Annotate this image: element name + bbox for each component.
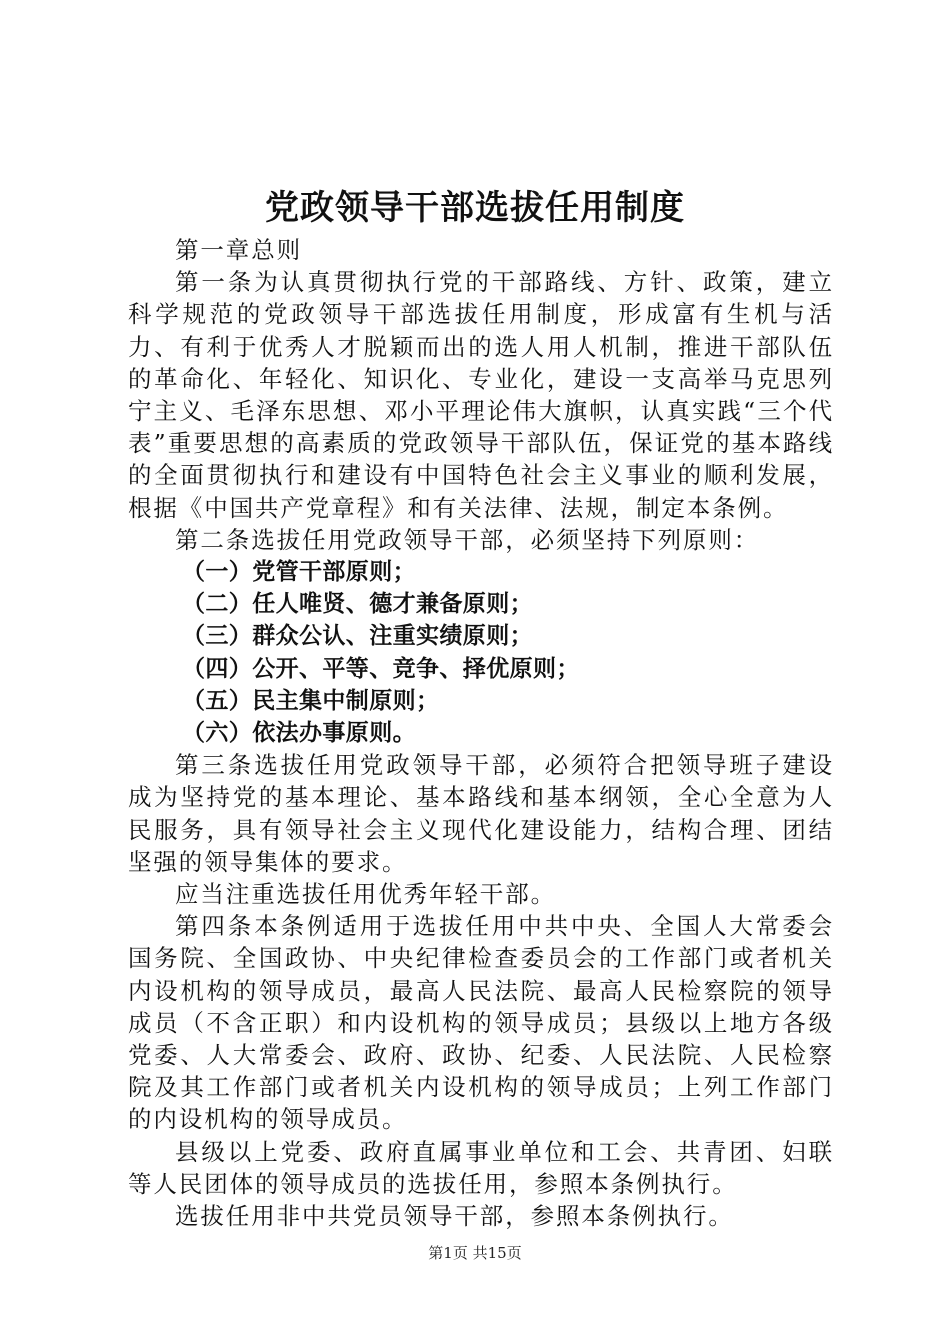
article-4-paragraph-3: 选拔任用非中共党员领导干部，参照本条例执行。 [175, 1202, 734, 1231]
chapter-heading: 第一章总则 [175, 236, 302, 264]
page-number-footer: 第1页 共15页 [428, 1244, 522, 1262]
article-1: 第一条为认真贯彻执行党的干部路线、方针、政策，建立科学规范的党政领导干部选拔任用制度，形成富有生机与活力、有利于优秀人才脱颖而出的选人用人机制，推进干部队伍的革命化、年轻化、知识化、专业化，建设一支高举马克思列宁主义、毛泽东思想、邓小平理论伟大旗帜，认真实践“三个代表”重要思想的高素质的党政领导干部队伍，保证党的基本路线的全面贯彻执行和建设有中国特色社会主义事业的顺利发展，根据《中国共产党章程》和有关法律、法规，制定本条例。 [128, 268, 834, 522]
article-4: 第四条本条例适用于选拔任用中共中央、全国人大常委会国务院、全国政协、中央纪律检查委员会的工作部门或者机关内设机构的领导成员，最高人民法院、最高人民检察院的领导成员（不含正职）和内设机构的领导成员；县级以上地方各级党委、人大常委会、政府、政协、纪委、人民法院、人民检察院及其工作部门或者机关内设机构的领导成员；上列工作部门的内设机构的领导成员。 [128, 912, 834, 1134]
principle-item: （三）群众公认、注重实绩原则； [182, 623, 533, 650]
document-title: 党政领导干部选拔任用制度 [265, 188, 685, 228]
article-2: 第二条选拔任用党政领导干部，必须坚持下列原则： [175, 525, 760, 554]
article-4-paragraph-2: 县级以上党委、政府直属事业单位和工会、共青团、妇联等人民团体的领导成员的选拔任用，参照本条例执行。 [128, 1137, 834, 1198]
principle-item: （二）任人唯贤、德才兼备原则； [182, 591, 533, 618]
document-body [128, 234, 834, 1232]
principle-item: （五）民主集中制原则； [182, 687, 440, 714]
principle-item: （六）依法办事原则。 [182, 720, 416, 747]
principle-item: （一）党管干部原则； [182, 559, 416, 586]
article-3-note: 应当注重选拔任用优秀年轻干部。 [175, 880, 556, 909]
article-3: 第三条选拔任用党政领导干部，必须符合把领导班子建设成为坚持党的基本理论、基本路线和基本纲领，全心全意为人民服务，具有领导社会主义现代化建设能力，结构合理、团结坚强的领导集体的要求。 [128, 751, 834, 876]
principle-item: （四）公开、平等、竞争、择优原则； [182, 655, 580, 682]
